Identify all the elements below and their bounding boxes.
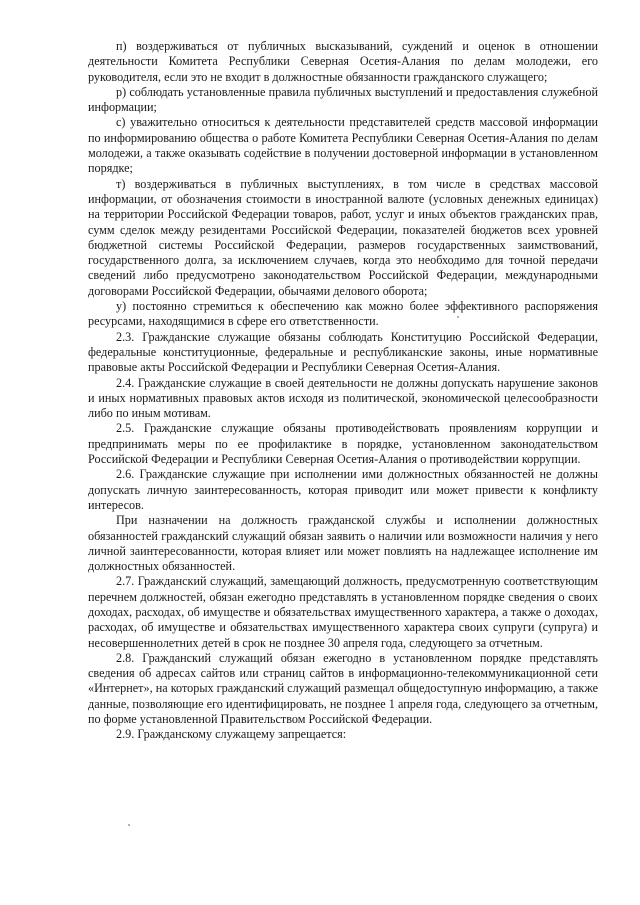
paragraph-s: с) уважительно относиться к деятельности представителей средств массовой информации по информированию общества о работе Комитета Республики Северная Осетия-Алания по делам молодежи, а также оказывать содействие в получении достоверной информации в установленном порядке; <box>88 115 598 176</box>
document-page <box>88 39 598 743</box>
paragraph-2-3: 2.3. Гражданские служащие обязаны соблюдать Конституцию Российской Федерации, федеральные конституционные, федеральные и республиканские законы, иные нормативные правовые акты Российской Федерации и Республики Северная Осетия-Алания. <box>88 329 598 375</box>
paragraph-2-4: 2.4. Гражданские служащие в своей деятельности не должны допускать нарушение законов и иных нормативных правовых актов исходя из политической, экономической целесообразности либо по иным мотивам. <box>88 375 598 421</box>
paragraph-t: т) воздерживаться в публичных выступлениях, в том числе в средствах массовой информации, от обозначения стоимости в иностранной валюте (условных денежных единицах) на территории Российской Федерации товаров, работ, услуг и иных объектов гражданских прав, сумм сделок между резидентами Российской Федерации, показателей бюджетов всех уровней бюджетной системы Российской Федерации, размеров государственных заимствований, государственного долга, за исключением случаев, когда это необходимо для точной передачи сведений либо предусмотрено законодательством Российской Федерации, международными договорами Российской Федерации, обычаями делового оборота; <box>88 176 598 298</box>
paragraph-u: у) постоянно стремиться к обеспечению как можно более эффективного распоряжения ресурсами, находящимися в сфере его ответственности. <box>88 299 598 329</box>
paragraph-r: р) соблюдать установленные правила публичных выступлений и предоставления служебной информации; <box>88 84 598 115</box>
paragraph-2-8: 2.8. Гражданский служащий обязан ежегодно в установленном порядке представлять сведения об адресах сайтов или страниц сайтов в информационно-телекоммуникационной сети «Интернет», на которых гражданский служащий размещал общедоступную информацию, а также данные, позволяющие его идентифицировать, не позднее 1 апреля года, следующего за отчетным, по форме установленной Правительством Российской Федерации. <box>88 650 598 727</box>
scan-speck <box>128 824 130 826</box>
paragraph-2-7: 2.7. Гражданский служащий, замещающий должность, предусмотренную соответствующим перечнем должностей, обязан ежегодно представлять в установленном порядке сведения о своих доходах, расходах, об имуществе и обязательствах имущественного характера, а также о доходах, расходах, об имуществе и обязательствах имущественного характера своих супруги (супруга) и несовершеннолетних детей в срок не позднее 30 апреля года, следующего за отчетным. <box>88 574 598 650</box>
paragraph-p: п) воздерживаться от публичных высказываний, суждений и оценок в отношении деятельности Комитета Республики Северная Осетия-Алания по делам молодежи, его руководителя, если это не входит в должностные обязанности гражданского служащего; <box>88 39 598 84</box>
paragraph-2-9: 2.9. Гражданскому служащему запрещается: <box>116 727 347 742</box>
paragraph-2-6-cont: При назначении на должность гражданской службы и исполнении должностных обязанностей гражданский служащий обязан заявить о наличии или возможности наличия у него личной заинтересованности, которая влияет или может повлиять на надлежащее исполнение им должностных обязанностей. <box>88 513 598 574</box>
paragraph-2-5: 2.5. Гражданские служащие обязаны противодействовать проявлениям коррупции и предпринимать меры по ее профилактике в порядке, установленном законодательством Российской Федерации и Республики Северная Осетия-Алания о противодействии коррупции. <box>88 421 598 467</box>
scan-speck <box>457 316 459 318</box>
paragraph-2-6: 2.6. Гражданские служащие при исполнении ими должностных обязанностей не должны допускать личную заинтересованность, которая приводит или может привести к конфликту интересов. <box>88 467 598 512</box>
